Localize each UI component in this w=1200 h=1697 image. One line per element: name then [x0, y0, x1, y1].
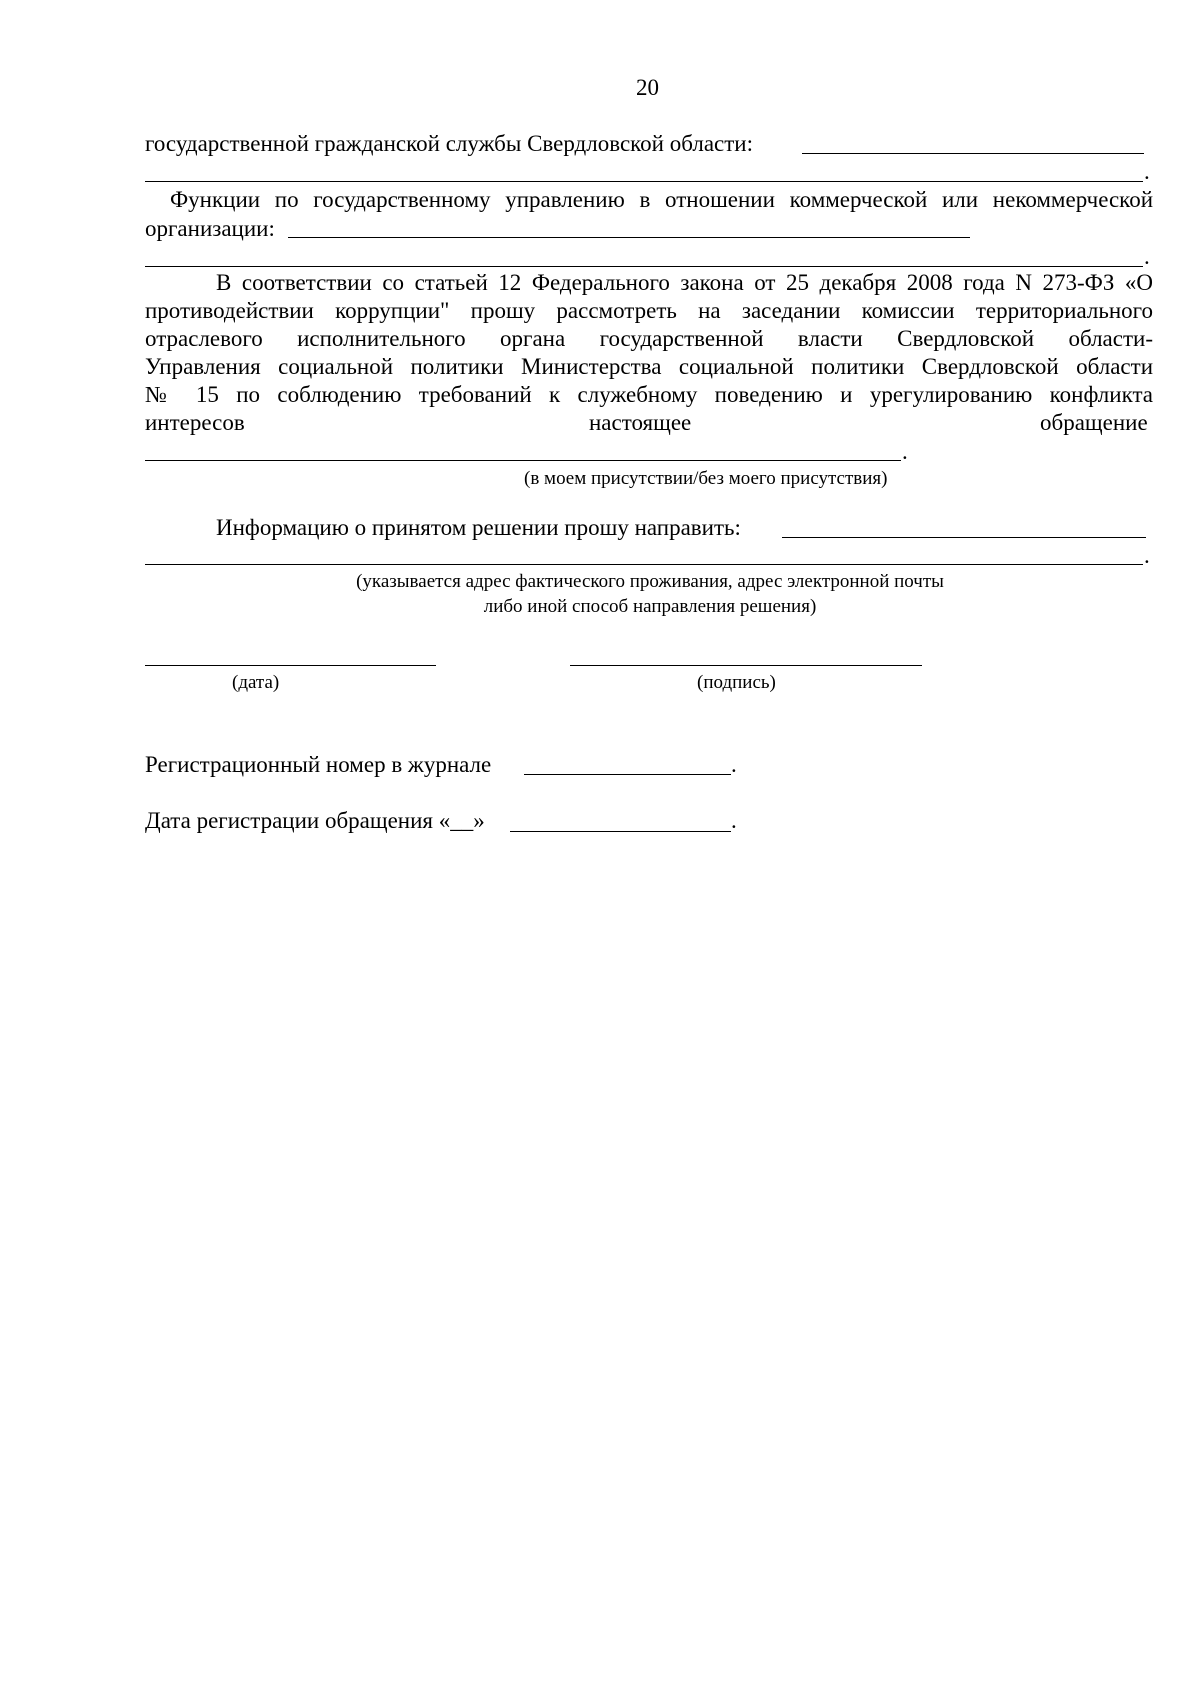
signature-label: (подпись) [697, 672, 776, 693]
civil-service-fill-line-1 [802, 153, 1144, 154]
registration-date-dot: . [731, 808, 737, 833]
date-fill-line [145, 665, 436, 666]
request-line-4: Управления социальной политики Министерства социальной политики Свердловской области [145, 354, 1153, 379]
presence-fill-line [145, 460, 901, 461]
presence-end-dot: . [902, 439, 908, 464]
registration-number-fill-line [524, 774, 731, 775]
functions-end-dot: . [1144, 244, 1150, 269]
functions-fill-line-1 [288, 237, 970, 238]
request-line-6-word-1: интересов [145, 410, 245, 435]
registration-date-label: Дата регистрации обращения «__» [145, 808, 485, 833]
info-end-dot: . [1144, 543, 1150, 568]
request-line-2: противодействии коррупции" прошу рассмотреть на заседании комиссии территориального [145, 298, 1153, 323]
civil-service-fill-line-2 [145, 181, 1143, 182]
request-line-3: отраслевого исполнительного органа государственной власти Свердловской области- [145, 326, 1153, 351]
civil-service-label: государственной гражданской службы Свердловской области: [145, 131, 753, 156]
functions-label-line2: организации: [145, 216, 275, 241]
signature-fill-line [570, 665, 922, 666]
info-hint-line1: (указывается адрес фактического проживания, адрес электронной почты [356, 571, 944, 592]
request-line-6-word-3: обращение [1040, 410, 1148, 435]
info-hint-line2: либо иной способ направления решения) [483, 596, 817, 617]
functions-label-line1: Функции по государственному управлению в отношении коммерческой или некоммерческой [170, 187, 1153, 212]
civil-service-end-dot: . [1144, 159, 1150, 184]
registration-number-label: Регистрационный номер в журнале [145, 752, 492, 777]
info-fill-line-1 [782, 537, 1146, 538]
date-label: (дата) [232, 672, 280, 693]
request-line-5: № 15 по соблюдению требований к служебному поведению и урегулированию конфликта [145, 382, 1153, 407]
registration-date-fill-line [510, 831, 731, 832]
presence-hint: (в моем присутствии/без моего присутствия) [524, 468, 888, 489]
info-fill-line-2 [145, 564, 1143, 565]
registration-number-dot: . [731, 752, 737, 777]
info-label: Информацию о принятом решении прошу направить: [216, 515, 741, 540]
page-number: 20 [636, 75, 659, 100]
request-line-6-word-2: настоящее [589, 410, 692, 435]
request-line-1: В соответствии со статьей 12 Федерального закона от 25 декабря 2008 года N 273-ФЗ «О [216, 270, 1153, 295]
functions-fill-line-2 [145, 266, 1143, 267]
